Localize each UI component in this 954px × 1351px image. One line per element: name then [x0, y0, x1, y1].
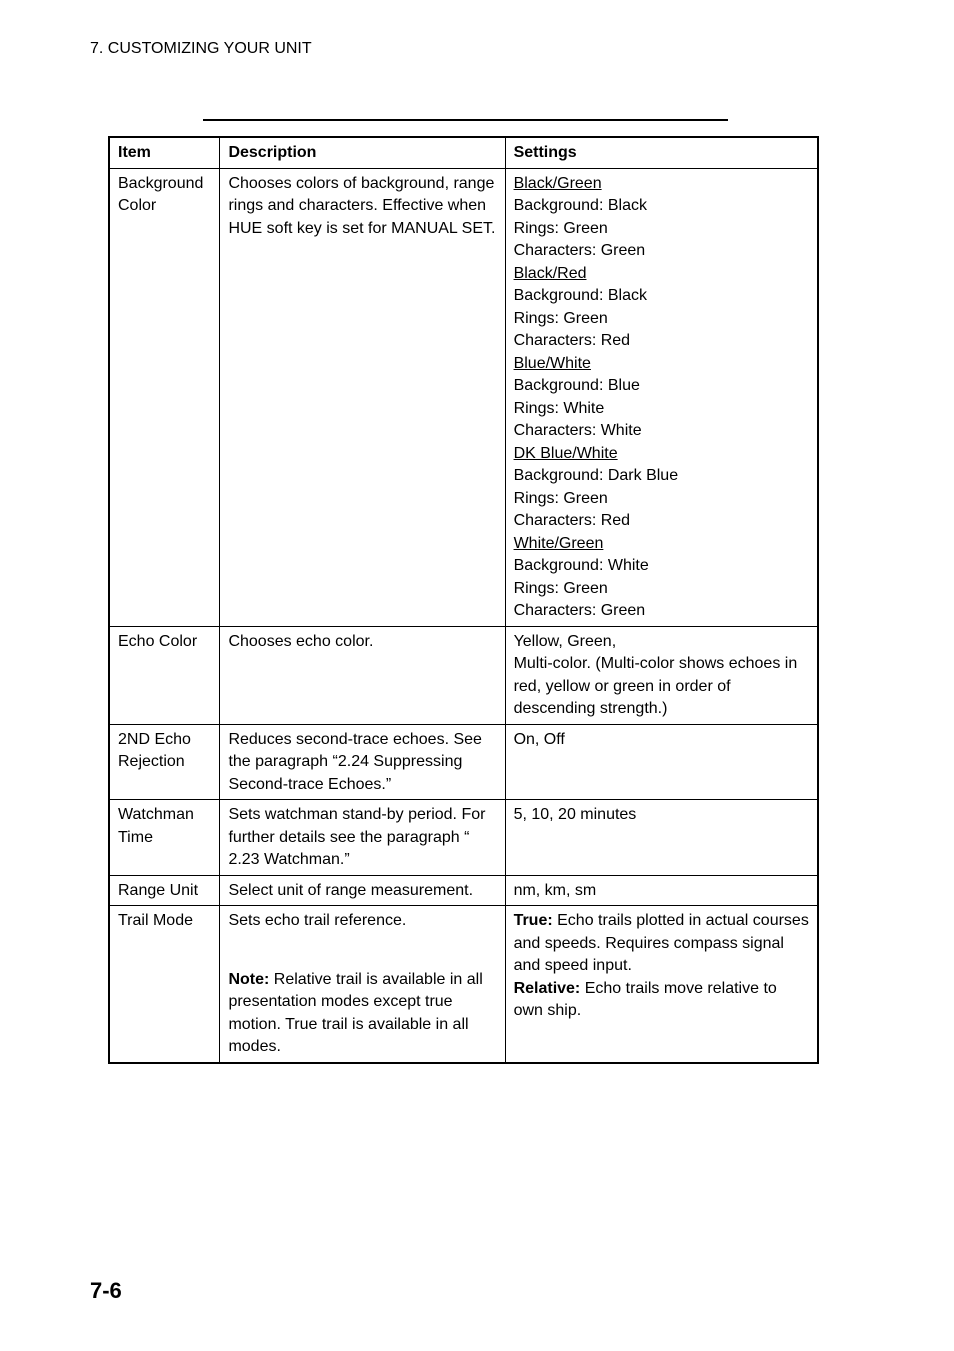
running-header: 7. CUSTOMIZING YOUR UNIT — [90, 40, 312, 57]
description-cell: Select unit of range measurement. — [220, 875, 505, 906]
option-line: Background: Dark Blue — [513, 467, 679, 484]
settings-cell — [505, 626, 818, 724]
option-name: Black/Red — [513, 264, 587, 282]
table-row — [109, 168, 818, 626]
option-line: Characters: Green — [513, 602, 646, 619]
option-line: Background: Black — [513, 287, 647, 304]
option-line: Characters: White — [513, 422, 642, 439]
description-cell: Chooses colors of background, range rings and characters. Effective when HUE soft key is set for MANUAL SET. — [220, 168, 505, 626]
header-item: Item — [109, 137, 220, 168]
option-line: Background: Blue — [513, 377, 640, 394]
option-line: Characters: Red — [513, 332, 631, 349]
option-line: Rings: Green — [513, 489, 608, 507]
table-row — [109, 626, 818, 724]
option-line: Rings: Green — [513, 219, 608, 237]
header-settings: Settings — [505, 137, 818, 168]
true-option — [514, 910, 810, 978]
description-cell: Sets watchman stand-by period. For further details see the paragraph “ 2.23 Watchman.” — [220, 800, 505, 876]
item-cell: Range Unit — [109, 875, 220, 906]
settings-cell: 5, 10, 20 minutes — [505, 800, 818, 876]
table-row — [109, 724, 818, 800]
true-label: True: — [513, 912, 553, 929]
settings-table — [108, 136, 819, 1064]
relative-text: Echo trails move relative to own ship. — [513, 979, 777, 1019]
option-name: Black/Green — [513, 174, 602, 192]
settings-cell — [505, 168, 818, 626]
option-line: Characters: Red — [513, 512, 631, 529]
table-row — [109, 875, 818, 906]
option-line: Rings: Green — [513, 579, 608, 597]
table-header-row — [109, 137, 818, 168]
item-cell: 2ND Echo Rejection — [109, 724, 220, 800]
note-block — [228, 971, 482, 1056]
item-cell: Watchman Time — [109, 800, 220, 876]
table-row — [109, 906, 818, 1063]
settings-cell: On, Off — [505, 724, 818, 800]
settings-line: Multi-color. (Multi-color shows echoes in red, yellow or green in order of descending strength.) — [513, 655, 798, 717]
item-cell: Background Color — [109, 168, 220, 626]
note-label: Note: — [228, 970, 270, 988]
option-line: Characters: Green — [513, 242, 646, 259]
table-row — [109, 800, 818, 876]
relative-label: Relative: — [513, 979, 581, 997]
settings-cell — [505, 906, 818, 1063]
header-description: Description — [220, 137, 505, 168]
page-number: 7-6 — [90, 1278, 122, 1303]
option-name: White/Green — [513, 534, 604, 552]
item-cell: Trail Mode — [109, 906, 220, 1063]
option-name: DK Blue/White — [513, 444, 618, 462]
description-cell — [220, 906, 505, 1063]
note-text: Relative trail is available in all presentation modes except true motion. True trail is available in all modes. — [228, 970, 483, 1055]
option-name: Blue/White — [513, 354, 591, 372]
title-rule — [203, 119, 728, 121]
option-line: Background: Black — [513, 197, 647, 214]
option-line: Rings: White — [513, 399, 605, 417]
true-text: Echo trails plotted in actual courses and speeds. Requires compass signal and speed input. — [513, 912, 809, 974]
settings-line: Yellow, Green, — [513, 632, 617, 650]
option-line: Rings: Green — [513, 309, 608, 327]
relative-option — [514, 978, 810, 1023]
item-cell: Echo Color — [109, 626, 220, 724]
settings-cell: nm, km, sm — [505, 875, 818, 906]
description-text: Sets echo trail reference. — [228, 912, 407, 929]
description-cell: Reduces second-trace echoes. See the paragraph “2.24 Suppressing Second-trace Echoes.” — [220, 724, 505, 800]
description-cell: Chooses echo color. — [220, 626, 505, 724]
option-line: Background: White — [513, 557, 649, 574]
